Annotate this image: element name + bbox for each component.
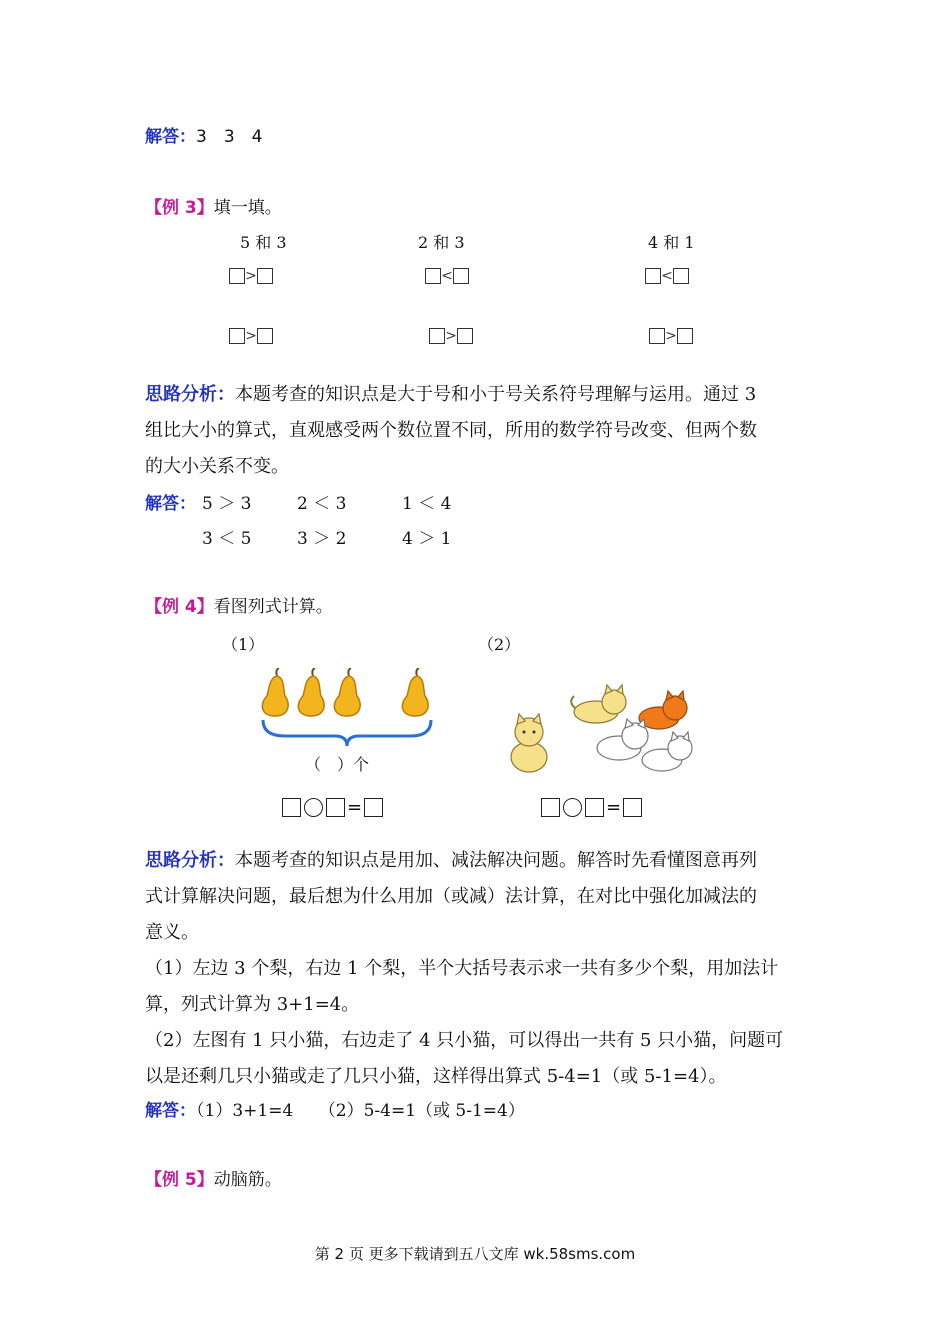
blank-box[interactable] xyxy=(257,328,273,344)
blank-box[interactable] xyxy=(453,268,469,284)
cat-icon xyxy=(597,719,648,760)
blank-box[interactable] xyxy=(229,328,245,344)
answer-item: 1 ＜ 4 xyxy=(402,494,452,514)
blank-box[interactable] xyxy=(229,268,245,284)
blank-box[interactable] xyxy=(585,798,604,817)
equals-sign: = xyxy=(606,797,622,818)
example-3-heading xyxy=(145,196,282,220)
blank-box[interactable] xyxy=(257,268,273,284)
compare-3-row-2 xyxy=(649,328,693,344)
answer-line-1 xyxy=(145,125,262,149)
example-3-label: 【例 3】 xyxy=(145,198,214,218)
cat-icon xyxy=(639,691,687,729)
pear-icon xyxy=(262,668,288,716)
blank-box[interactable] xyxy=(649,328,665,344)
analysis-line: （2）左图有 1 只小猫，右边走了 4 只小猫，可以得出一共有 5 只小猫，问题可 xyxy=(145,1030,784,1051)
cat-icon xyxy=(511,714,547,772)
pear-icon xyxy=(298,668,324,716)
blank-box[interactable] xyxy=(282,798,301,817)
example-4-heading xyxy=(145,595,333,619)
blank-circle[interactable] xyxy=(563,798,582,817)
compare-symbol: < xyxy=(441,268,453,284)
blank-box[interactable] xyxy=(673,268,689,284)
analysis-label: 思路分析： xyxy=(145,384,235,405)
compare-symbol: > xyxy=(445,328,457,344)
answer-text: （1）3+1=4 （2）5-4=1（或 5-1=4） xyxy=(196,1101,525,1121)
cat-icon xyxy=(642,732,692,771)
part-2-label: （2） xyxy=(478,635,521,654)
pair-1: 5 和 3 xyxy=(240,233,287,252)
example-5-heading xyxy=(145,1168,282,1192)
analysis-line: 以是还剩几只小猫或走了几只小猫，这样得出算式 5-4=1（或 5-1=4）。 xyxy=(145,1066,727,1087)
answer-item: 3 ＞ 2 xyxy=(297,529,347,549)
answer-item: 2 ＜ 3 xyxy=(297,494,347,514)
example-3-answer-row-1 xyxy=(145,492,545,516)
compare-2-row-2 xyxy=(429,328,473,344)
compare-1-row-1 xyxy=(229,268,273,284)
blank-box[interactable] xyxy=(623,798,642,817)
cat-icon xyxy=(571,685,626,723)
answer-item: 4 ＞ 1 xyxy=(402,529,452,549)
pear-icon xyxy=(402,668,428,716)
blank-circle[interactable] xyxy=(304,798,323,817)
equation-1 xyxy=(282,797,383,818)
example-4-label: 【例 4】 xyxy=(145,597,214,617)
analysis-line: 思路分析：本题考查的知识点是大于号和小于号关系符号理解与运用。通过 3 xyxy=(145,384,757,405)
analysis-line: 意义。 xyxy=(145,922,199,943)
compare-symbol: > xyxy=(245,328,257,344)
pear-icon xyxy=(334,668,360,716)
pair-2: 2 和 3 xyxy=(418,233,465,252)
compare-3-row-1 xyxy=(645,268,689,284)
example-4-prompt: 看图列式计算。 xyxy=(213,597,333,617)
compare-symbol: > xyxy=(245,268,257,284)
example-4-analysis xyxy=(145,843,810,1095)
blank-box[interactable] xyxy=(645,268,661,284)
blank-box[interactable] xyxy=(429,328,445,344)
answer-label: 解答： xyxy=(145,1101,196,1121)
blank-box[interactable] xyxy=(425,268,441,284)
answer-text: 3 3 4 xyxy=(196,127,263,147)
analysis-line: 式计算解决问题，最后想为什么用加（或减）法计算，在对比中强化加减法的 xyxy=(145,886,757,907)
analysis-line: （1）左边 3 个梨，右边 1 个梨，半个大括号表示求一共有多少个梨，用加法计 xyxy=(145,958,779,979)
analysis-label: 思路分析： xyxy=(145,850,235,871)
bracket-label: （ ）个 xyxy=(305,755,370,774)
blank-box[interactable] xyxy=(364,798,383,817)
answer-label: 解答： xyxy=(145,494,196,514)
blank-box[interactable] xyxy=(677,328,693,344)
blank-box[interactable] xyxy=(541,798,560,817)
equation-2 xyxy=(541,797,642,818)
blank-box[interactable] xyxy=(457,328,473,344)
example-5-label: 【例 5】 xyxy=(145,1170,214,1190)
compare-symbol: < xyxy=(661,268,673,284)
answer-label: 解答： xyxy=(145,127,196,147)
part-1-label: （1） xyxy=(222,635,265,654)
analysis-line: 的大小关系不变。 xyxy=(145,456,289,477)
brace-icon xyxy=(263,720,431,746)
cats-illustration xyxy=(500,682,700,777)
page-footer: 第 2 页 更多下载请到五八文库 wk.58sms.com xyxy=(314,1245,636,1263)
example-4-answer xyxy=(145,1099,525,1123)
equals-sign: = xyxy=(347,797,363,818)
compare-1-row-2 xyxy=(229,328,273,344)
blank-box[interactable] xyxy=(326,798,345,817)
analysis-line: 组比大小的算式，直观感受两个数位置不同，所用的数学符号改变、但两个数 xyxy=(145,420,757,441)
example-5-prompt: 动脑筋。 xyxy=(213,1170,282,1190)
analysis-line: 思路分析：本题考查的知识点是用加、减法解决问题。解答时先看懂图意再列 xyxy=(145,850,757,871)
answer-item: 5 ＞ 3 xyxy=(202,494,252,514)
analysis-line: 算，列式计算为 3+1=4。 xyxy=(145,994,360,1015)
compare-symbol: > xyxy=(665,328,677,344)
compare-2-row-1 xyxy=(425,268,469,284)
answer-item: 3 ＜ 5 xyxy=(202,529,252,549)
example-3-analysis xyxy=(145,377,810,485)
pair-3: 4 和 1 xyxy=(648,233,695,252)
example-3-prompt: 填一填。 xyxy=(213,198,282,218)
